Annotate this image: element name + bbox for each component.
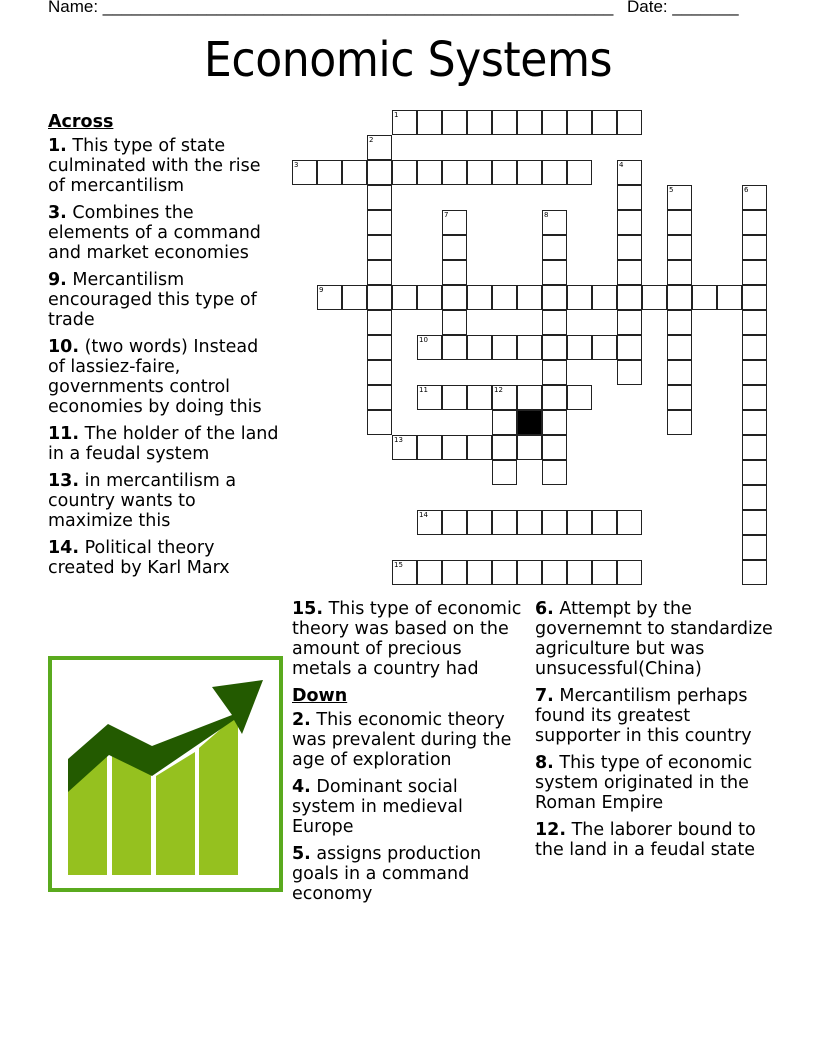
crossword-cell[interactable] xyxy=(517,285,542,310)
clue-number: 9 xyxy=(319,286,324,294)
crossword-cell[interactable] xyxy=(667,210,692,235)
crossword-cell[interactable] xyxy=(442,310,467,335)
crossword-cell[interactable] xyxy=(742,435,767,460)
clues-right-column xyxy=(535,599,775,867)
crossword-cell[interactable] xyxy=(542,260,567,285)
clue-across-13: 13. in mercantilism a country wants to maximize this xyxy=(48,471,237,531)
crossword-cell[interactable] xyxy=(617,210,642,235)
crossword-cell[interactable] xyxy=(392,435,417,460)
crossword-cell[interactable] xyxy=(442,560,467,585)
crossword-cell[interactable] xyxy=(442,335,467,360)
crossword-cell[interactable] xyxy=(517,160,542,185)
crossword-cell[interactable] xyxy=(742,510,767,535)
crossword-cell[interactable] xyxy=(492,385,517,410)
crossword-cell[interactable] xyxy=(492,560,517,585)
crossword-cell[interactable] xyxy=(542,460,567,485)
crossword-cell[interactable] xyxy=(367,210,392,235)
crossword-cell[interactable] xyxy=(617,235,642,260)
crossword-cell[interactable] xyxy=(542,360,567,385)
clue-number: 14 xyxy=(419,511,428,519)
crossword-cell[interactable] xyxy=(667,310,692,335)
clue-number: 6 xyxy=(744,186,749,194)
crossword-cell[interactable] xyxy=(442,385,467,410)
clue-down-4: 4. Dominant social system in medieval Europe xyxy=(292,777,463,837)
crossword-cell[interactable] xyxy=(492,335,517,360)
crossword-cell[interactable] xyxy=(367,160,392,185)
crossword-grid xyxy=(292,110,767,585)
crossword-cell[interactable] xyxy=(617,510,642,535)
crossword-cell[interactable] xyxy=(492,110,517,135)
crossword-cell[interactable] xyxy=(567,110,592,135)
clue-down-2: 2. This economic theory was prevalent during the age of exploration xyxy=(292,710,512,770)
crossword-cell[interactable] xyxy=(617,110,642,135)
crossword-cell[interactable] xyxy=(417,510,442,535)
crossword-cell[interactable] xyxy=(292,160,317,185)
clue-number: 12 xyxy=(494,386,503,394)
crossword-cell[interactable] xyxy=(542,110,567,135)
crossword-cell[interactable] xyxy=(542,385,567,410)
crossword-cell[interactable] xyxy=(667,235,692,260)
crossword-cell[interactable] xyxy=(342,285,367,310)
clue-number: 13 xyxy=(394,436,403,444)
clue-across-1: 1. This type of state culminated with the rise of mercantilism xyxy=(48,136,261,196)
crossword-cell[interactable] xyxy=(467,110,492,135)
across-clues xyxy=(48,112,280,585)
crossword-cell[interactable] xyxy=(492,510,517,535)
clue-number: 2 xyxy=(369,136,374,144)
crossword-cell[interactable] xyxy=(617,360,642,385)
down-heading: Down xyxy=(292,686,348,706)
clue-number: 10 xyxy=(419,336,428,344)
crossword-cell[interactable] xyxy=(517,335,542,360)
crossword-cell[interactable] xyxy=(742,210,767,235)
crossword-cell[interactable] xyxy=(417,560,442,585)
crossword-cell[interactable] xyxy=(567,160,592,185)
crossword-cell[interactable] xyxy=(467,285,492,310)
crossword-cell[interactable] xyxy=(667,185,692,210)
crossword-cell[interactable] xyxy=(492,435,517,460)
crossword-cell[interactable] xyxy=(367,385,392,410)
crossword-cell[interactable] xyxy=(492,160,517,185)
clue-across-3: 3. Combines the elements of a command and market economies xyxy=(48,203,261,263)
crossword-cell[interactable] xyxy=(542,310,567,335)
crossword-cell[interactable] xyxy=(392,160,417,185)
crossword-cell[interactable] xyxy=(592,285,617,310)
crossword-cell[interactable] xyxy=(392,110,417,135)
crossword-cell[interactable] xyxy=(367,185,392,210)
clue-across-11: 11. The holder of the land in a feudal system xyxy=(48,424,279,464)
crossword-cell[interactable] xyxy=(742,235,767,260)
name-field-label: Name: ______________________________________________________ xyxy=(48,0,614,16)
crossword-cell[interactable] xyxy=(742,185,767,210)
crossword-cell[interactable] xyxy=(742,260,767,285)
crossword-cell[interactable] xyxy=(692,285,717,310)
crossword-cell[interactable] xyxy=(667,385,692,410)
crossword-cell[interactable] xyxy=(367,235,392,260)
crossword-cell[interactable] xyxy=(667,335,692,360)
crossword-cell[interactable] xyxy=(742,385,767,410)
crossword-cell[interactable] xyxy=(492,410,517,435)
crossword-cell[interactable] xyxy=(367,310,392,335)
crossword-cell[interactable] xyxy=(417,160,442,185)
crossword-cell[interactable] xyxy=(392,560,417,585)
crossword-cell[interactable] xyxy=(742,335,767,360)
crossword-cell[interactable] xyxy=(542,335,567,360)
crossword-cell[interactable] xyxy=(542,235,567,260)
page-title: Economic Systems xyxy=(203,32,613,88)
crossword-cell[interactable] xyxy=(542,210,567,235)
crossword-cell[interactable] xyxy=(567,285,592,310)
clue-number: 7 xyxy=(444,211,449,219)
crossword-cell[interactable] xyxy=(317,160,342,185)
crossword-cell[interactable] xyxy=(742,460,767,485)
crossword-cell[interactable] xyxy=(542,160,567,185)
crossword-cell[interactable] xyxy=(442,160,467,185)
crossword-cell[interactable] xyxy=(617,560,642,585)
crossword-cell[interactable] xyxy=(742,310,767,335)
clue-across-14: 14. Political theory created by Karl Marx xyxy=(48,538,230,578)
crossword-cell[interactable] xyxy=(467,560,492,585)
crossword-cell[interactable] xyxy=(742,560,767,585)
crossword-cell[interactable] xyxy=(467,335,492,360)
crossword-cell[interactable] xyxy=(367,335,392,360)
across-heading: Across xyxy=(48,112,114,132)
crossword-cell[interactable] xyxy=(417,435,442,460)
crossword-cell[interactable] xyxy=(392,285,417,310)
crossword-cell[interactable] xyxy=(367,285,392,310)
clue-number: 3 xyxy=(294,161,299,169)
crossword-cell[interactable] xyxy=(417,110,442,135)
clues-middle-column xyxy=(292,599,524,911)
crossword-cell[interactable] xyxy=(667,410,692,435)
crossword-cell[interactable] xyxy=(667,260,692,285)
crossword-cell[interactable] xyxy=(367,260,392,285)
crossword-cell[interactable] xyxy=(542,435,567,460)
date-field-label: Date: _______ xyxy=(627,0,739,16)
black-square xyxy=(517,410,542,435)
crossword-cell[interactable] xyxy=(592,560,617,585)
clue-number: 4 xyxy=(619,161,624,169)
clue-across-15: 15. This type of economic theory was based on the amount of precious metals a country had xyxy=(292,599,522,679)
crossword-cell[interactable] xyxy=(342,160,367,185)
clue-number: 1 xyxy=(394,111,399,119)
clue-down-5: 5. assigns production goals in a command economy xyxy=(292,844,482,904)
clue-number: 5 xyxy=(669,186,674,194)
clue-number: 15 xyxy=(394,561,403,569)
crossword-cell[interactable] xyxy=(642,285,667,310)
crossword-cell[interactable] xyxy=(417,335,442,360)
crossword-cell[interactable] xyxy=(617,160,642,185)
clue-down-7: 7. Mercantilism perhaps found its greatest supporter in this country xyxy=(535,686,752,746)
crossword-cell[interactable] xyxy=(567,385,592,410)
clue-number: 11 xyxy=(419,386,428,394)
crossword-cell[interactable] xyxy=(617,335,642,360)
crossword-cell[interactable] xyxy=(492,285,517,310)
crossword-cell[interactable] xyxy=(442,210,467,235)
crossword-cell[interactable] xyxy=(617,185,642,210)
crossword-cell[interactable] xyxy=(567,510,592,535)
crossword-cell[interactable] xyxy=(492,460,517,485)
crossword-cell[interactable] xyxy=(742,535,767,560)
crossword-cell[interactable] xyxy=(667,360,692,385)
crossword-cell[interactable] xyxy=(517,435,542,460)
crossword-cell[interactable] xyxy=(542,410,567,435)
crossword-cell[interactable] xyxy=(442,285,467,310)
crossword-cell[interactable] xyxy=(567,335,592,360)
crossword-cell[interactable] xyxy=(542,560,567,585)
crossword-cell[interactable] xyxy=(367,410,392,435)
crossword-cell[interactable] xyxy=(567,560,592,585)
crossword-cell[interactable] xyxy=(517,110,542,135)
crossword-cell[interactable] xyxy=(617,260,642,285)
crossword-cell[interactable] xyxy=(592,110,617,135)
crossword-cell[interactable] xyxy=(517,510,542,535)
crossword-cell[interactable] xyxy=(367,135,392,160)
clue-down-6: 6. Attempt by the governemnt to standardize agriculture but was unsucessful(China) xyxy=(535,599,773,679)
crossword-cell[interactable] xyxy=(542,285,567,310)
growth-chart-graphic xyxy=(48,656,283,892)
crossword-cell[interactable] xyxy=(542,510,567,535)
clue-down-12: 12. The laborer bound to the land in a feudal state xyxy=(535,820,756,860)
crossword-cell[interactable] xyxy=(317,285,342,310)
clue-across-10: 10. (two words) Instead of lassiez-faire, governments control economies by doing this xyxy=(48,337,262,417)
clue-down-8: 8. This type of economic system originated in the Roman Empire xyxy=(535,753,753,813)
crossword-cell[interactable] xyxy=(517,385,542,410)
crossword-cell[interactable] xyxy=(467,385,492,410)
crossword-cell[interactable] xyxy=(367,360,392,385)
crossword-cell[interactable] xyxy=(592,510,617,535)
crossword-cell[interactable] xyxy=(742,360,767,385)
crossword-cell[interactable] xyxy=(617,285,642,310)
crossword-cell[interactable] xyxy=(467,435,492,460)
crossword-cell[interactable] xyxy=(442,435,467,460)
crossword-cell[interactable] xyxy=(742,285,767,310)
crossword-cell[interactable] xyxy=(742,410,767,435)
crossword-cell[interactable] xyxy=(442,235,467,260)
crossword-cell[interactable] xyxy=(417,285,442,310)
crossword-cell[interactable] xyxy=(667,285,692,310)
clue-across-9: 9. Mercantilism encouraged this type of trade xyxy=(48,270,257,330)
crossword-cell[interactable] xyxy=(442,510,467,535)
crossword-cell[interactable] xyxy=(442,110,467,135)
crossword-cell[interactable] xyxy=(517,560,542,585)
crossword-cell[interactable] xyxy=(467,160,492,185)
crossword-cell[interactable] xyxy=(467,510,492,535)
crossword-cell[interactable] xyxy=(617,310,642,335)
crossword-cell[interactable] xyxy=(592,335,617,360)
crossword-cell[interactable] xyxy=(742,485,767,510)
clue-number: 8 xyxy=(544,211,549,219)
crossword-cell[interactable] xyxy=(717,285,742,310)
crossword-cell[interactable] xyxy=(442,260,467,285)
crossword-cell[interactable] xyxy=(417,385,442,410)
growth-chart-arrow-icon xyxy=(52,660,279,888)
